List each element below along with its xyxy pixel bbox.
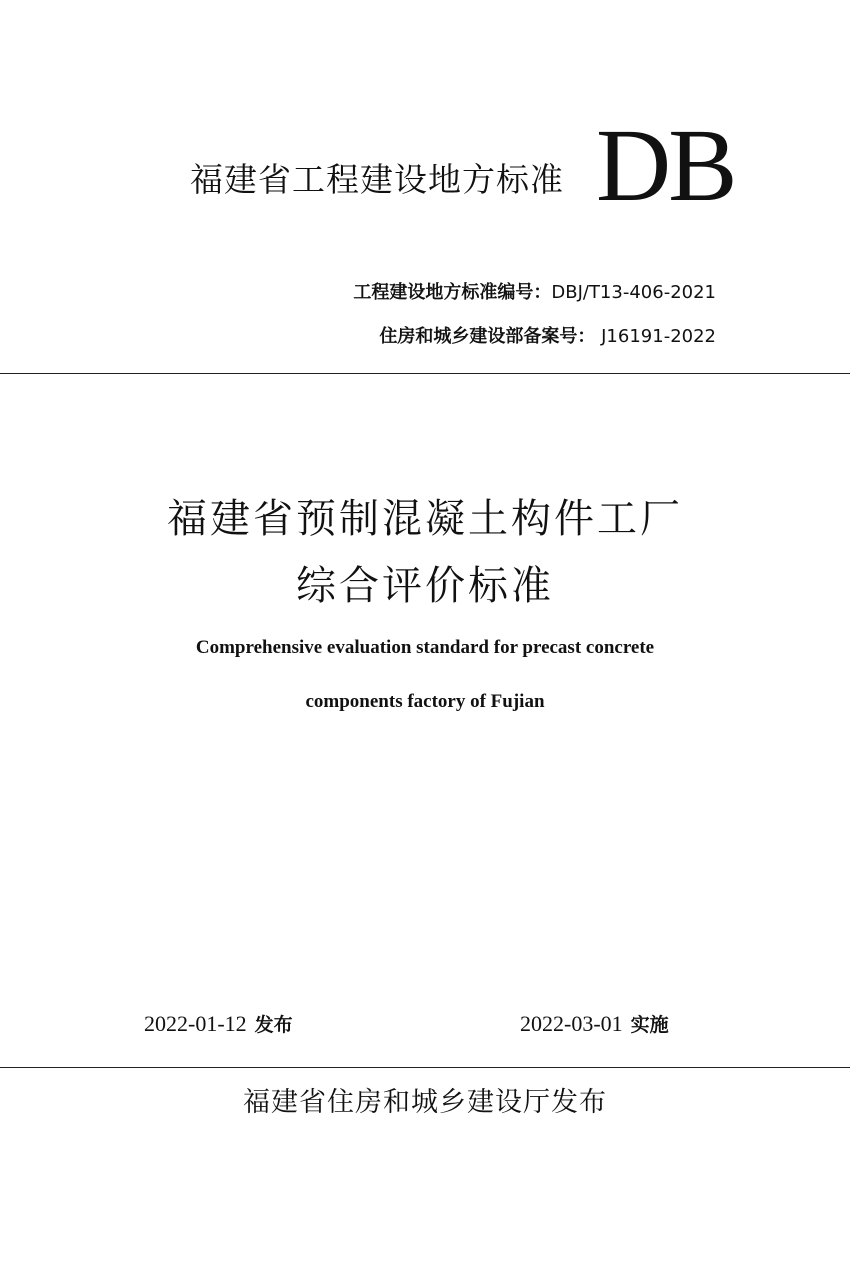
record-number-label: 住房和城乡建设部备案号： — [379, 326, 596, 347]
local-standard-code-value: DBJ/T13-406-2021 — [551, 282, 716, 303]
title-line-1: 福建省预制混凝土构件工厂 — [167, 496, 683, 542]
english-title-line-1: Comprehensive evaluation standard for precast concrete — [195, 637, 655, 658]
bottom-divider — [0, 1067, 850, 1068]
issue-date — [144, 1010, 293, 1039]
record-number — [379, 325, 716, 349]
effective-date-value: 2022-03-01 — [520, 1011, 623, 1036]
issuer: 福建省住房和城乡建设厅发布 — [243, 1087, 607, 1118]
title-line-2: 综合评价标准 — [296, 563, 554, 609]
issue-date-label: 发布 — [254, 1014, 293, 1036]
issue-date-value: 2022-01-12 — [144, 1011, 247, 1036]
standard-type-label: 福建省工程建设地方标准 — [190, 160, 564, 199]
effective-date-label: 实施 — [630, 1014, 669, 1036]
effective-date — [520, 1010, 669, 1039]
local-standard-code — [353, 281, 716, 305]
db-mark: DB — [596, 108, 735, 223]
english-title-line-2: components factory of Fujian — [305, 691, 545, 712]
top-divider — [0, 373, 850, 374]
local-standard-code-label: 工程建设地方标准编号： — [353, 282, 552, 303]
record-number-value: J16191-2022 — [601, 326, 716, 347]
